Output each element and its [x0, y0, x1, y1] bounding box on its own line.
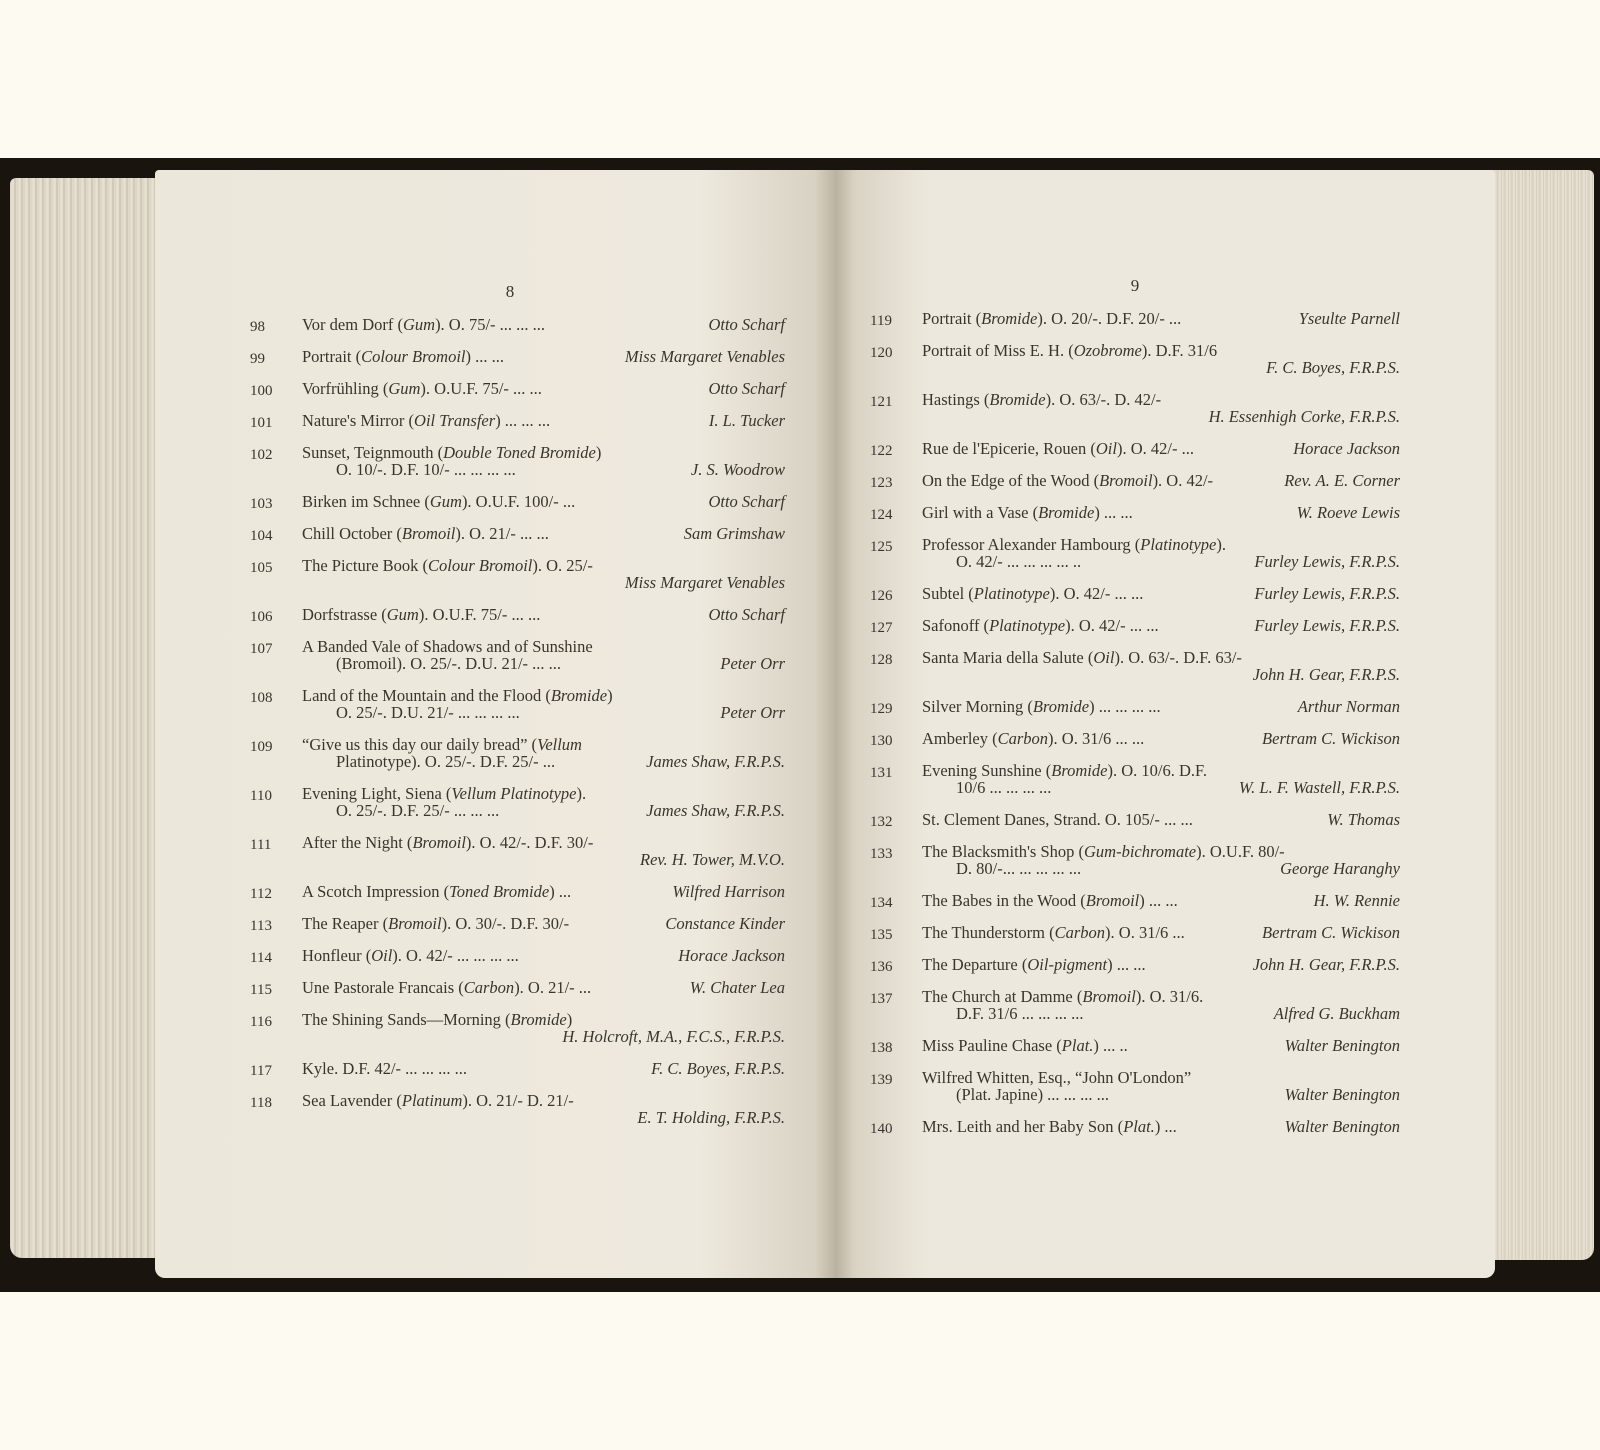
- entry-artist: J. S. Woodrow: [690, 460, 785, 479]
- entry-number: 101: [250, 415, 273, 431]
- entry-number: 100: [250, 383, 273, 399]
- entry-price: ). O. 21/- ... ...: [455, 524, 549, 543]
- entry-number: 120: [870, 345, 893, 361]
- entry-title-line: [302, 1011, 572, 1028]
- entry-title: Vor dem Dorf (: [302, 315, 403, 334]
- entry-title: Sunset, Teignmouth (: [302, 443, 444, 462]
- entry-artist: Otto Scharf: [708, 605, 785, 624]
- entry-title-line: [922, 472, 1213, 489]
- entry-title-line: [922, 536, 1226, 553]
- entry-artist: I. L. Tucker: [708, 411, 785, 430]
- entry-title: The Departure (: [922, 955, 1028, 974]
- entry-artist: Horace Jackson: [1293, 439, 1400, 458]
- entry-price: ) ... ...: [1107, 955, 1146, 974]
- page-edges-left: [10, 178, 160, 1258]
- entry-title-line: [302, 557, 593, 574]
- entry-price: ). O. 20/-. D.F. 20/- ...: [1037, 309, 1182, 328]
- entry-title: Santa Maria della Salute (: [922, 648, 1094, 667]
- entry-medium: Gum: [386, 605, 419, 624]
- entry-price: ). O.U.F. 75/- ... ...: [420, 379, 542, 398]
- entry-number: 105: [250, 560, 273, 576]
- entry-medium: Bromide: [989, 390, 1046, 409]
- entry-title: Amberley (: [922, 729, 998, 748]
- entry-title: Evening Light, Siena (: [302, 784, 452, 803]
- entry-title-line: [302, 883, 571, 900]
- entry-price: ) ... ... ... ...: [1089, 697, 1161, 716]
- entry-number: 127: [870, 620, 893, 636]
- entry-price: ). O. 21/- D. 21/-: [462, 1091, 574, 1110]
- entry-number: 118: [250, 1095, 272, 1111]
- entry-title-line: [302, 1060, 467, 1077]
- entry-artist: Otto Scharf: [708, 379, 785, 398]
- entry-price: ). O. 63/-. D. 42/-: [1045, 390, 1162, 409]
- entry-artist: Bertram C. Wickison: [1262, 923, 1400, 942]
- entry-title-line: [302, 348, 504, 365]
- entry-title: Miss Pauline Chase (: [922, 1036, 1062, 1055]
- entry-price: ). O. 42/- ... ... ... ...: [392, 946, 519, 965]
- entry-medium: Double Toned Bromide: [443, 443, 596, 462]
- entry-number: 110: [250, 788, 272, 804]
- entry-price: ). O. 42/-. D.F. 30/-: [465, 833, 594, 852]
- entry-title-line: [922, 843, 1285, 860]
- entry-artist: Furley Lewis, F.R.P.S.: [1254, 616, 1400, 635]
- entry-number: 128: [870, 652, 893, 668]
- entry-title: The Reaper (: [302, 914, 389, 933]
- entry-medium: Ozobrome: [1073, 341, 1142, 360]
- entry-price: ) ... ...: [465, 347, 504, 366]
- entry-price: ). O. 42/- ...: [1116, 439, 1194, 458]
- entry-medium: Bromide: [1038, 503, 1095, 522]
- entry-title-line: [302, 525, 549, 542]
- entry-title: Subtel (: [922, 584, 974, 603]
- entry-number: 113: [250, 918, 272, 934]
- entry-number: 129: [870, 701, 893, 717]
- entry-number: 139: [870, 1072, 893, 1088]
- entry-number: 138: [870, 1040, 893, 1056]
- entry-title-line: [922, 649, 1242, 666]
- entry-title: The Shining Sands—Morning (: [302, 1010, 511, 1029]
- entry-title-line: [922, 1069, 1191, 1086]
- entry-title: Safonoff (: [922, 616, 990, 635]
- entry-number: 117: [250, 1063, 272, 1079]
- entry-number: 106: [250, 609, 273, 625]
- entry-title-line: [302, 687, 613, 704]
- entry-number: 98: [250, 319, 265, 335]
- entry-number: 130: [870, 733, 893, 749]
- entry-title: A Banded Vale of Shadows and of Sunshine: [302, 637, 593, 656]
- entry-title: Dorfstrasse (: [302, 605, 387, 624]
- entry-price: ): [566, 1010, 573, 1029]
- entry-price: ) ... ...: [1139, 891, 1178, 910]
- entry-price: ). O. 30/-. D.F. 30/-: [441, 914, 570, 933]
- entry-medium: Toned Bromide: [449, 882, 550, 901]
- entry-title: Sea Lavender (: [302, 1091, 402, 1110]
- entry-number: 114: [250, 950, 272, 966]
- entry-title: Rue de l'Epicerie, Rouen (: [922, 439, 1096, 458]
- entry-title-line: [302, 979, 591, 996]
- entry-number: 135: [870, 927, 893, 943]
- entry-number: 136: [870, 959, 893, 975]
- page-number: 9: [1130, 276, 1140, 295]
- entry-artist: E. T. Holding, F.R.P.S.: [637, 1108, 785, 1127]
- entry-medium: Vellum Platinotype: [451, 784, 577, 803]
- entry-medium: Bromoil: [1085, 891, 1140, 910]
- entry-number: 140: [870, 1121, 893, 1137]
- entry-continuation: D. 80/-... ... ... ... ...: [956, 859, 1082, 878]
- entry-number: 119: [870, 313, 892, 329]
- entry-continuation: Platinotype). O. 25/-. D.F. 25/- ...: [336, 752, 556, 771]
- entry-artist: W. Thomas: [1327, 810, 1400, 829]
- entry-medium: Gum: [388, 379, 421, 398]
- entry-price: ): [595, 443, 602, 462]
- entry-medium: Bromoil: [1082, 987, 1136, 1006]
- entry-artist: W. L. F. Wastell, F.R.P.S.: [1238, 778, 1400, 797]
- entry-artist: Otto Scharf: [708, 315, 785, 334]
- entry-title-line: [302, 412, 550, 429]
- entry-title-line: [302, 380, 542, 397]
- entry-title-line: [922, 762, 1207, 779]
- entry-medium: Colour Bromoil: [361, 347, 466, 366]
- entry-title: Girl with a Vase (: [922, 503, 1039, 522]
- entry-title: Vorfrühling (: [302, 379, 389, 398]
- entry-medium: Bromide: [1051, 761, 1108, 780]
- entry-medium: Gum-bichromate: [1084, 842, 1197, 861]
- entry-continuation: (Bromoil). O. 25/-. D.U. 21/- ... ...: [336, 654, 562, 673]
- entry-number: 124: [870, 507, 893, 523]
- entry-title-line: [302, 638, 593, 655]
- entry-medium: Bromoil: [412, 833, 466, 852]
- entry-number: 107: [250, 641, 273, 657]
- entry-continuation: O. 25/-. D.F. 25/- ... ... ...: [336, 801, 500, 820]
- entry-continuation: O. 25/-. D.U. 21/- ... ... ... ...: [336, 703, 520, 722]
- entry-artist: Walter Benington: [1284, 1117, 1400, 1136]
- entry-artist: Miss Margaret Venables: [624, 347, 785, 366]
- entry-title: The Babes in the Wood (: [922, 891, 1086, 910]
- entry-title: The Picture Book (: [302, 556, 429, 575]
- entry-title-line: [922, 698, 1161, 715]
- entry-artist: Rev. H. Tower, M.V.O.: [640, 850, 785, 869]
- entry-title: Hastings (: [922, 390, 990, 409]
- entry-artist: H. Holcroft, M.A., F.C.S., F.R.P.S.: [562, 1027, 785, 1046]
- entry-title: The Thunderstorm (: [922, 923, 1055, 942]
- entry-medium: Bromoil: [1099, 471, 1153, 490]
- entry-artist: Yseulte Parnell: [1298, 309, 1400, 328]
- entry-price: ). O. 42/- ... ...: [1049, 584, 1144, 603]
- entry-number: 131: [870, 765, 893, 781]
- entry-artist: Peter Orr: [720, 703, 785, 722]
- entry-medium: Carbon: [463, 978, 515, 997]
- entry-number: 134: [870, 895, 893, 911]
- entry-medium: Carbon: [997, 729, 1049, 748]
- entry-number: 115: [250, 982, 272, 998]
- entry-title-line: [302, 736, 582, 753]
- entry-medium: Oil-pigment: [1027, 955, 1108, 974]
- entry-number: 122: [870, 443, 893, 459]
- entry-artist: Arthur Norman: [1297, 697, 1400, 716]
- entry-medium: Vellum: [537, 735, 582, 754]
- entry-number: 116: [250, 1014, 272, 1030]
- entry-title: Nature's Mirror (: [302, 411, 415, 430]
- entry-artist: W. Chater Lea: [689, 978, 785, 997]
- entry-number: 121: [870, 394, 893, 410]
- entry-artist: F. C. Boyes, F.R.P.S.: [1266, 358, 1400, 377]
- entry-title: Wilfred Whitten, Esq., “John O'London”: [922, 1068, 1192, 1087]
- entry-title-line: [302, 493, 575, 510]
- entry-artist: Rev. A. E. Corner: [1284, 471, 1400, 490]
- entry-title-line: [302, 834, 593, 851]
- entry-continuation: O. 42/- ... ... ... ... ..: [956, 552, 1082, 571]
- left-page: [155, 170, 835, 1278]
- entry-medium: Colour Bromoil: [428, 556, 533, 575]
- entry-title-line: [922, 730, 1144, 747]
- entry-title-line: [302, 444, 601, 461]
- entry-title-line: [922, 1118, 1177, 1135]
- entry-artist: Miss Margaret Venables: [624, 573, 785, 592]
- entry-medium: Platinotype: [1140, 535, 1217, 554]
- entry-title-line: [922, 956, 1146, 973]
- entry-title: Portrait (: [922, 309, 982, 328]
- entry-price: ). O.U.F. 75/- ... ...: [418, 605, 541, 624]
- entry-artist: H. W. Rennie: [1313, 891, 1400, 910]
- entry-continuation: O. 10/-. D.F. 10/- ... ... ... ...: [336, 460, 516, 479]
- entry-number: 132: [870, 814, 893, 830]
- entry-price: ). O. 42/- ... ...: [1065, 616, 1159, 635]
- entry-artist: H. Essenhigh Corke, F.R.P.S.: [1208, 407, 1400, 426]
- entry-price: ) ... ..: [1093, 1036, 1128, 1055]
- entry-price: ).: [576, 784, 587, 803]
- entry-title: A Scotch Impression (: [302, 882, 450, 901]
- entry-artist: Horace Jackson: [678, 946, 785, 965]
- entry-price: ) ... ... ...: [495, 411, 551, 430]
- entry-artist: Alfred G. Buckham: [1273, 1004, 1400, 1023]
- entry-artist: Sam Grimshaw: [683, 524, 785, 543]
- entry-artist: Walter Benington: [1284, 1085, 1400, 1104]
- entry-medium: Bromoil: [401, 524, 456, 543]
- entry-number: 123: [870, 475, 893, 491]
- page-number: 8: [505, 282, 515, 301]
- entry-title-line: [302, 915, 569, 932]
- entry-price: ). O. 42/-: [1152, 471, 1214, 490]
- entry-artist: James Shaw, F.R.P.S.: [646, 801, 785, 820]
- entry-title: Portrait (: [302, 347, 362, 366]
- entry-price: ). O. 75/- ... ... ...: [435, 315, 546, 334]
- entry-artist: Peter Orr: [720, 654, 785, 673]
- entry-artist: Furley Lewis, F.R.P.S.: [1254, 552, 1400, 571]
- entry-price: ).: [1216, 535, 1226, 554]
- entry-price: ) ...: [549, 882, 572, 901]
- right-page: [835, 170, 1495, 1278]
- entry-title: The Blacksmith's Shop (: [922, 842, 1085, 861]
- entry-title-line: [922, 504, 1133, 521]
- entry-title: Kyle. D.F. 42/- ... ... ... ...: [302, 1059, 468, 1078]
- entry-artist: John H. Gear, F.R.P.S.: [1252, 665, 1400, 684]
- book-scan: [0, 158, 1600, 1292]
- entry-title-line: [302, 785, 586, 802]
- entry-price: ) ... ...: [1094, 503, 1133, 522]
- entry-number: 104: [250, 528, 273, 544]
- entry-artist: George Haranghy: [1280, 859, 1400, 878]
- entry-number: 125: [870, 539, 893, 555]
- entry-title-line: [922, 342, 1217, 359]
- entry-artist: Otto Scharf: [708, 492, 785, 511]
- entry-title: Une Pastorale Francais (: [302, 978, 464, 997]
- entry-artist: Walter Benington: [1284, 1036, 1400, 1055]
- entry-number: 111: [250, 837, 272, 853]
- entry-medium: Carbon: [1054, 923, 1106, 942]
- entry-continuation: 10/6 ... ... ... ...: [956, 778, 1052, 797]
- entry-artist: Bertram C. Wickison: [1262, 729, 1400, 748]
- entry-title-line: [922, 440, 1194, 457]
- entry-title-line: [922, 391, 1161, 408]
- entry-medium: Platinotype: [973, 584, 1050, 603]
- entry-title: Evening Sunshine (: [922, 761, 1052, 780]
- entry-medium: Bromoil: [388, 914, 442, 933]
- entry-title: On the Edge of the Wood (: [922, 471, 1100, 490]
- entry-price: ). O. 10/6. D.F.: [1107, 761, 1207, 780]
- entry-medium: Bromide: [510, 1010, 567, 1029]
- entry-price: ). O.U.F. 80/-: [1196, 842, 1285, 861]
- entry-medium: Gum: [402, 315, 436, 334]
- entry-title: Land of the Mountain and the Flood (: [302, 686, 551, 705]
- entry-artist: Wilfred Harrison: [672, 882, 785, 901]
- entry-number: 109: [250, 739, 273, 755]
- entry-price: ). O. 31/6 ...: [1105, 923, 1185, 942]
- entry-title-line: [922, 811, 1193, 828]
- entry-title-line: [302, 316, 545, 333]
- entry-number: 99: [250, 351, 265, 367]
- entry-title: Silver Morning (: [922, 697, 1033, 716]
- entry-title: The Church at Damme (: [922, 987, 1083, 1006]
- entry-medium: Bromide: [1032, 697, 1090, 716]
- entry-artist: James Shaw, F.R.P.S.: [646, 752, 785, 771]
- entry-number: 112: [250, 886, 272, 902]
- entry-artist: W. Roeve Lewis: [1296, 503, 1400, 522]
- entry-title-line: [922, 585, 1143, 602]
- entry-continuation: (Plat. Japine) ... ... ... ...: [956, 1085, 1110, 1104]
- entry-medium: Gum: [429, 492, 462, 511]
- entry-medium: Oil: [1093, 648, 1115, 667]
- entry-price: ). O. 31/6.: [1135, 987, 1204, 1006]
- entry-title: After the Night (: [302, 833, 413, 852]
- entry-continuation: D.F. 31/6 ... ... ... ...: [956, 1004, 1084, 1023]
- entry-medium: Plat.: [1123, 1117, 1155, 1136]
- entry-title: “Give us this day our daily bread” (: [302, 735, 538, 754]
- entry-price: ). D.F. 31/6: [1141, 341, 1218, 360]
- entry-artist: Furley Lewis, F.R.P.S.: [1254, 584, 1400, 603]
- entry-title: Mrs. Leith and her Baby Son (: [922, 1117, 1124, 1136]
- entry-artist: John H. Gear, F.R.P.S.: [1252, 955, 1400, 974]
- entry-medium: Bromide: [981, 309, 1038, 328]
- entry-price: ) ...: [1154, 1117, 1177, 1136]
- entry-number: 133: [870, 846, 893, 862]
- entry-number: 102: [250, 447, 273, 463]
- entry-title: Chill October (: [302, 524, 402, 543]
- entry-title-line: [302, 1092, 574, 1109]
- entry-title-line: [922, 924, 1185, 941]
- entry-medium: Platinum: [401, 1091, 463, 1110]
- entry-price: ). O. 25/-: [532, 556, 593, 575]
- entry-title-line: [922, 1037, 1128, 1054]
- entry-title-line: [922, 617, 1159, 634]
- entry-medium: Platinotype: [989, 616, 1066, 635]
- entry-artist: F. C. Boyes, F.R.P.S.: [651, 1059, 785, 1078]
- entry-medium: Oil: [371, 946, 393, 965]
- entry-medium: Oil: [1095, 439, 1117, 458]
- entry-price: ). O.U.F. 100/- ...: [461, 492, 576, 511]
- entry-price: ): [607, 686, 613, 705]
- entry-title-line: [922, 310, 1181, 327]
- entry-title-line: [302, 947, 519, 964]
- entry-number: 103: [250, 496, 273, 512]
- entry-price: ). O. 63/-. D.F. 63/-: [1114, 648, 1242, 667]
- entry-number: 137: [870, 991, 893, 1007]
- entry-title-line: [922, 892, 1178, 909]
- entry-title: Portrait of Miss E. H. (: [922, 341, 1074, 360]
- entry-medium: Bromide: [550, 686, 608, 705]
- entry-title: Birken im Schnee (: [302, 492, 430, 511]
- entry-medium: Oil Transfer: [414, 411, 496, 430]
- entry-title: Professor Alexander Hambourg (: [922, 535, 1141, 554]
- entry-number: 126: [870, 588, 893, 604]
- entry-number: 108: [250, 690, 273, 706]
- entry-artist: Constance Kinder: [665, 914, 785, 933]
- entry-medium: Plat.: [1061, 1036, 1094, 1055]
- entry-title-line: [302, 606, 540, 623]
- entry-title: St. Clement Danes, Strand. O. 105/- ... ...: [922, 810, 1193, 829]
- entry-title-line: [922, 988, 1203, 1005]
- entry-price: ). O. 31/6 ... ...: [1048, 729, 1145, 748]
- entry-price: ). O. 21/- ...: [514, 978, 592, 997]
- entry-title: Honfleur (: [302, 946, 372, 965]
